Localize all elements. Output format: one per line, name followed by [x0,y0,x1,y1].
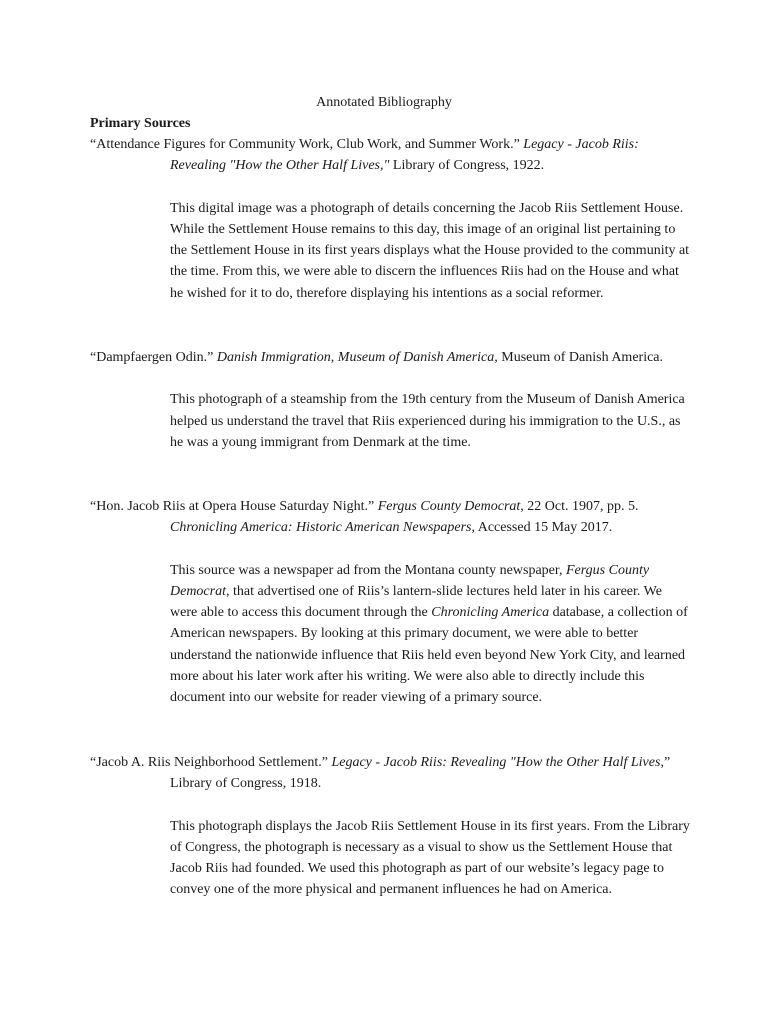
citation-title: “Hon. Jacob Riis at Opera House Saturday Night.” [90,499,375,514]
citation-publisher: Museum of Danish America. [501,350,664,365]
citation-source: Fergus County Democrat [377,499,521,514]
bibliography-entry [90,347,690,453]
annotation: This digital image was a photograph of details concerning the Jacob Riis Settlement House. While the Settlement House remains to this day, this image of an original list pertaining to the Settlement House in its first years displays what the House provided to the community at the time. From this, we were able to discern the influences Riis had on the House and what he wished for it to do, therefore displaying his intentions as a social reformer. [170,200,690,301]
section-heading: Primary Sources [90,116,191,131]
citation-publisher: ,” Library of Congress, 1918. [170,755,671,792]
annotation: This photograph of a steamship from the 19th century from the Museum of Danish America helped us understand the travel that Riis experienced during his immigration to the U.S., as he was a young immigrant from Denmark at the time. [170,392,685,450]
citation-publisher: Library of Congress, 1922. [392,158,545,174]
citation-source: Danish Immigration, Museum of Danish America, [216,350,498,365]
bibliography-entry [90,752,690,901]
page-title: Annotated Bibliography [316,95,452,110]
citation [90,347,690,368]
bibliography-entry [90,134,690,304]
citation-title: “Dampfaergen Odin.” [90,350,214,365]
citation-accessed: , Accessed 15 May 2017. [471,520,613,536]
citation-database: Chronicling America: Historic American Newspapers [170,520,472,536]
citation [90,134,690,177]
annotation: This source was a newspaper ad from the Montana county newspaper, Fergus County Democrat, that advertised one of Riis’s lantern-slide lectures held later in his career. We were able to access this document through the Chronicling America database, a collection of American newspapers. By looking at this primary document, we were able to better understand the nationwide influence that Riis held even beyond New York City, and learned more about his later work after his writing. We were also able to directly include this document into our website for reader viewing of a primary source. [170,562,688,706]
citation-title: “Jacob A. Riis Neighborhood Settlement.” [90,755,328,770]
citation [90,496,690,539]
citation [90,752,690,795]
bibliography-entry [90,496,690,709]
citation-title: “Attendance Figures for Community Work, Club Work, and Summer Work.” [90,137,520,152]
citation-date: , 22 Oct. 1907, pp. 5. [520,499,639,514]
citation-source: Legacy - Jacob Riis: Revealing "How the Other Half Lives [331,755,661,770]
citation-source: Legacy - Jacob Riis: Revealing "How the Other Half Lives," [170,137,639,174]
annotation: This photograph displays the Jacob Riis Settlement House in its first years. From the Library of Congress, the photograph is necessary as a visual to show us the Settlement House that Jacob Riis had founded. We used this photograph as part of our website’s legacy page to convey one of the more physical and permanent influences he had on America. [170,818,690,898]
